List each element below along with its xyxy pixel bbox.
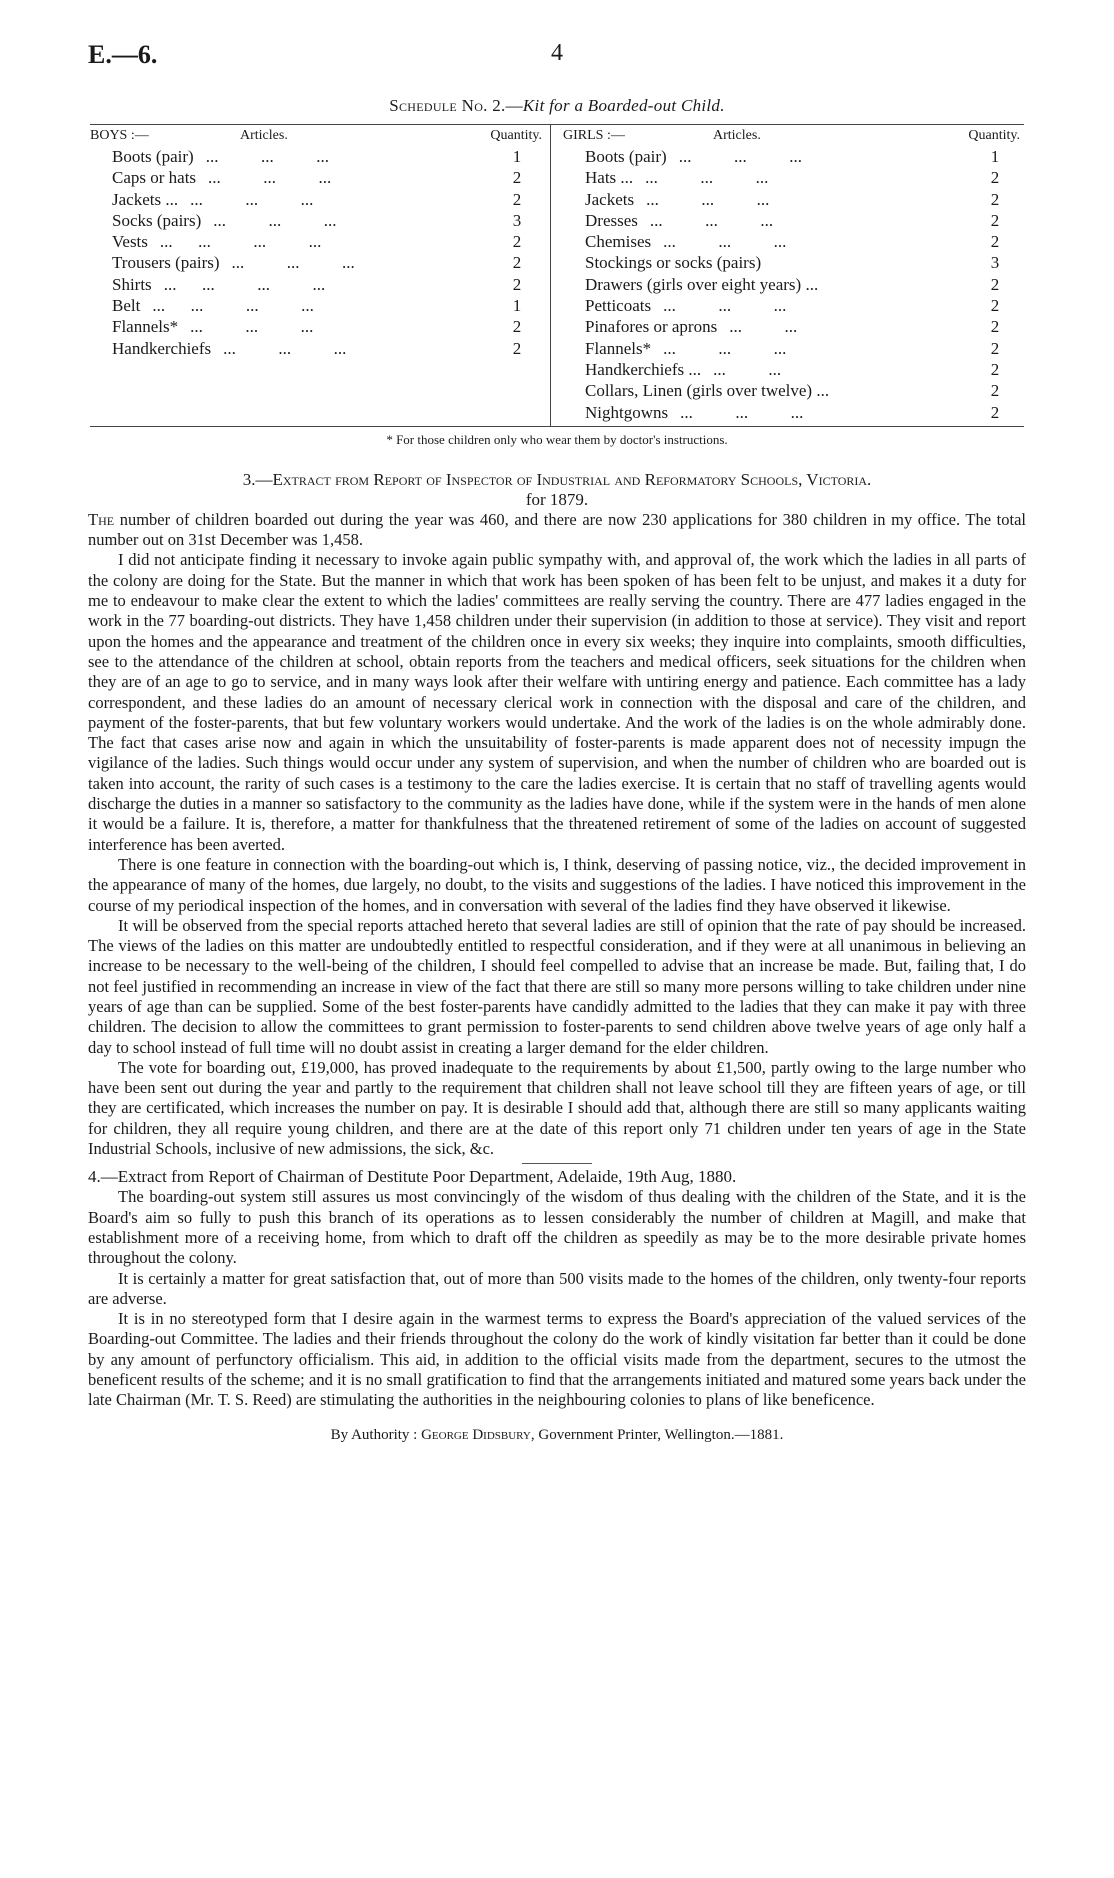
kit-item-leader: ... ... ... ... <box>159 232 322 252</box>
girls-column <box>551 125 1024 426</box>
kit-item-name <box>90 252 492 273</box>
kit-item-row <box>563 146 1020 167</box>
section3-body <box>88 510 1026 1160</box>
paragraph-text: number of children boarded out during the year was 460, and there are now 230 applications for 380 children in my office. The total number out on 31st December was 1,458. <box>88 509 1026 550</box>
kit-item-name <box>90 210 492 231</box>
paragraph: It will be observed from the special reports attached hereto that several ladies are still of opinion that the rate of pay should be increased. The views of the ladies on this matter are undoubtedly entitled to respectful consideration, and if they were at all unanimous in believing an increase to be necessary to the well-being of the children, I should feel compelled to advise that an increase be made. But, failing that, I do not feel justified in recommending an increase in view of the fact that there are still so many more persons willing to take children under nine years of age than can be supplied. Some of the best foster-parents have candidly admitted to the ladies that they can make it pay with three children. The decision to allow the committees to grant permission to foster-parents to send children above twelve years of age only half a day to school instead of full time will no doubt assist in creating a larger demand for the elder children. <box>88 915 1026 1057</box>
kit-item-row <box>90 167 542 188</box>
kit-item-row <box>563 252 1020 273</box>
paragraph: The boarding-out system still assures us most convincingly of the wisdom of thus dealing with the children of the State, and it is the Board's aim so fully to push this branch of its operations as to lessen considerably the number of children at Magill, and make that establishment more of a receiving home, from which to draft off the children as speedily as may be to the more desirable private homes throughout the colony. <box>88 1187 1026 1268</box>
section4-body <box>88 1187 1026 1410</box>
kit-item-leader: ... ... ... <box>213 210 337 230</box>
section3-title <box>88 470 1026 510</box>
kit-item-quantity: 2 <box>990 381 1000 401</box>
kit-item-quantity: 2 <box>990 168 1000 188</box>
kit-item-quantity: 2 <box>990 189 1000 209</box>
kit-item-label: Flannels* <box>112 317 179 337</box>
paragraph-lead-word: The <box>88 509 115 529</box>
kit-item-label: Chemises <box>585 232 652 252</box>
page-number: 4 <box>551 40 563 66</box>
kit-item-quantity: 3 <box>512 210 522 230</box>
kit-item-leader: ... ... ... <box>678 147 802 166</box>
kit-item-quantity: 2 <box>990 210 1000 230</box>
section3-title-line1: 3.—Extract from Report of Inspector of Industrial and Reformatory Schools, Victoria. <box>242 469 872 489</box>
kit-item-name <box>563 402 970 423</box>
kit-item-quantity: 2 <box>990 338 1000 358</box>
kit-item-name <box>563 359 970 380</box>
kit-item-leader: ... ... ... <box>205 147 329 166</box>
kit-item-leader: ... ... ... <box>190 189 314 209</box>
kit-item-label: Petticoats <box>585 296 652 316</box>
kit-item-label: Vests <box>112 232 148 252</box>
kit-item-name <box>90 231 492 252</box>
kit-item-row <box>563 295 1020 316</box>
paragraph: It is in no stereotyped form that I desire again in the warmest terms to express the Board's appreciation of the valued services of the Boarding-out Committee. The ladies and their friends throughout the colony do the work of kindly visitation far better than it could be done by any amount of perfunctory officialism. This aid, in addition to the official visits made from the department, secures to the utmost the beneficent results of the scheme; and it is no small gratification to find that the arrangements initiated and matured some years back under the late Chairman (Mr. T. S. Reed) are stimulating the authorities in the neighbouring colonies to plans of like beneficence. <box>88 1309 1026 1410</box>
boys-column <box>90 125 551 426</box>
girls-quantity-label: Quantity. <box>968 128 1020 143</box>
kit-item-name <box>563 252 970 273</box>
kit-item-label: Jackets ... <box>112 189 179 209</box>
kit-item-leader: ... ... ... <box>190 317 314 337</box>
boys-quantity-label: Quantity. <box>490 128 542 143</box>
kit-item-row <box>563 338 1020 359</box>
kit-item-row <box>90 252 542 273</box>
kit-item-row <box>90 231 542 252</box>
kit-item-label: Handkerchiefs <box>112 338 212 358</box>
kit-item-name <box>90 167 492 188</box>
kit-item-label: Nightgowns <box>585 402 669 422</box>
kit-item-row <box>90 316 542 337</box>
kit-item-name <box>563 146 970 167</box>
kit-item-row <box>90 146 542 167</box>
kit-item-label: Drawers (girls over eight years) ... <box>585 274 819 294</box>
kit-item-name <box>563 295 970 316</box>
kit-item-leader: ... ... ... <box>663 296 787 316</box>
kit-item-name <box>563 231 970 252</box>
kit-item-leader: ... ... ... <box>663 338 787 358</box>
kit-item-row <box>563 316 1020 337</box>
kit-item-row <box>90 189 542 210</box>
kit-item-name <box>563 189 970 210</box>
kit-item-label: Shirts <box>112 274 152 294</box>
kit-item-quantity: 2 <box>512 253 522 273</box>
paragraph: The vote for boarding out, £19,000, has proved inadequate to the requirements by about £1,500, partly owing to the large number who have been sent out during the year and partly to the requirement that children shall not leave school till they are fifteen years of age, or till they are certificated, which increases the number on pay. It is desirable I should add that, although there are still so many applicants waiting for children, they all require young children, and there are at the date of this report only 71 children under ten years of age in the State Industrial Schools, inclusive of new admissions, the sick, &c. <box>88 1057 1026 1159</box>
kit-item-row <box>563 210 1020 231</box>
section-divider <box>522 1163 592 1164</box>
kit-item-quantity: 2 <box>512 232 522 252</box>
kit-item-quantity: 2 <box>990 274 1000 294</box>
boys-group-label: BOYS :— <box>90 128 149 143</box>
kit-item-name <box>563 167 970 188</box>
kit-item-leader: ... ... ... <box>645 168 769 188</box>
kit-item-quantity: 2 <box>990 232 1000 252</box>
kit-item-leader: ... ... <box>729 317 798 337</box>
girls-group-label: GIRLS :— <box>563 128 625 143</box>
kit-item-quantity: 2 <box>512 274 522 294</box>
page-header <box>88 40 1026 82</box>
kit-item-label: Collars, Linen (girls over twelve) ... <box>585 381 830 401</box>
kit-item-leader: ... ... ... <box>680 402 804 422</box>
kit-item-quantity: 2 <box>990 359 1000 379</box>
kit-item-quantity: 2 <box>512 168 522 188</box>
kit-item-quantity: 1 <box>990 147 1000 166</box>
kit-item-label: Flannels* <box>585 338 652 358</box>
kit-item-quantity: 2 <box>512 338 522 358</box>
girls-items <box>563 146 1020 423</box>
kit-item-leader: ... ... ... <box>649 210 774 230</box>
paragraph <box>88 510 1026 551</box>
kit-item-label: Dresses <box>585 210 638 230</box>
section3-title-line2: for 1879. <box>525 489 589 509</box>
kit-item-row <box>563 274 1020 295</box>
kit-item-leader: ... ... ... <box>646 189 770 209</box>
kit-item-label: Caps or hats <box>112 168 197 188</box>
kit-item-label: Jackets <box>585 189 635 209</box>
kit-item-label: Trousers (pairs) <box>112 253 220 273</box>
boys-items <box>90 146 542 359</box>
kit-item-name <box>563 316 970 337</box>
paragraph: I did not anticipate finding it necessary to invoke again public sympathy with, and approval of, the work which the ladies in all parts of the colony are doing for the State. But the manner in which that work has been spoken of has been felt to be unjust, and makes it a duty for me to endeavour to make clear the extent to which the ladies' committees are really serving the country. There are 477 ladies engaged in the work in the 77 boarding-out districts. They have 1,458 children under their supervision (in addition to those at service). They visit and report upon the homes and the appearance and treatment of the children once in every six weeks; they inquire into complaints, smooth difficulties, see to the attendance of the children at school, obtain reports from the teachers and medical officers, seek situations for the children when they are of an age to go to service, and in many ways look after their welfare with untiring energy and patience. Each committee has a lady correspondent, and these ladies do an amount of necessary clerical work in connection with the disposal and care of the children, and payment of the foster-parents, that but few voluntary workers would undertake. And the work of the ladies is on the whole admirably done. The fact that cases arise now and again in which the unsuitability of foster-parents is made apparent does not of necessity impugn the vigilance of the ladies. Such things would occur under any system of supervision, and when the number of children who are boarded out is taken into account, the rarity of such cases is a testimony to the care the ladies exercise. It is certain that no staff of travelling agents would discharge the duties in a manner so satisfactory to the community as the ladies have done, while if the system were in the hands of men alone it would be a failure. It is, therefore, a matter for thankfulness that the threatened retirement of some of the ladies on account of suggested interference has been averted. <box>88 550 1026 854</box>
section4-title: 4.—Extract from Report of Chairman of Destitute Poor Department, Adelaide, 19th Aug, 1880. <box>88 1167 737 1187</box>
kit-item-name <box>90 316 492 337</box>
kit-item-name <box>563 210 970 231</box>
kit-item-row <box>90 274 542 295</box>
kit-item-quantity: 2 <box>512 189 522 209</box>
kit-item-name <box>90 338 492 359</box>
kit-item-label: Socks (pairs) <box>112 210 202 230</box>
kit-item-row <box>563 402 1020 423</box>
kit-item-quantity: 2 <box>990 317 1000 337</box>
kit-item-row <box>90 338 542 359</box>
kit-item-name <box>90 146 492 167</box>
kit-item-name <box>563 274 970 295</box>
schedule-footnote: * For those children only who wear them by doctor's instructions. <box>386 431 728 447</box>
kit-item-name <box>563 380 970 401</box>
kit-item-row <box>90 210 542 231</box>
kit-item-quantity: 2 <box>990 296 1000 316</box>
kit-item-label: Handkerchiefs ... <box>585 359 702 379</box>
kit-item-name <box>90 189 492 210</box>
schedule-title-prefix: Schedule No. 2.— <box>389 96 523 115</box>
boys-header <box>90 127 542 146</box>
kit-item-quantity: 2 <box>990 402 1000 422</box>
kit-item-row <box>563 359 1020 380</box>
kit-item-leader: ... ... <box>713 359 782 379</box>
kit-item-leader: ... ... ... <box>663 232 787 252</box>
imprint-suffix: Government Printer, Wellington.—1881. <box>538 1426 784 1443</box>
kit-item-leader <box>829 381 841 400</box>
kit-item-row <box>90 295 542 316</box>
kit-item-quantity: 1 <box>512 296 522 316</box>
kit-item-quantity: 3 <box>990 253 1000 273</box>
kit-item-label: Stockings or socks (pairs) <box>585 253 762 273</box>
kit-item-name <box>563 338 970 359</box>
kit-item-label: Belt <box>112 296 141 316</box>
kit-item-quantity: 1 <box>512 147 522 166</box>
kit-item-row <box>563 380 1020 401</box>
kit-item-leader <box>761 253 773 272</box>
kit-item-row <box>563 189 1020 210</box>
kit-item-label: Hats ... <box>585 168 634 188</box>
kit-item-label: Boots (pair) <box>585 147 667 166</box>
paragraph: There is one feature in connection with the boarding-out which is, I think, deserving of passing notice, viz., the decided improvement in the appearance of many of the homes, due largely, no doubt, to the visits and suggestions of the ladies. I have noticed this improvement in the course of my periodical inspection of the homes, and in conversation with several of the ladies find they have observed it likewise. <box>88 854 1026 915</box>
kit-item-leader: ... ... ... ... <box>163 274 326 294</box>
kit-item-label: Boots (pair) <box>112 147 194 166</box>
kit-item-row <box>563 167 1020 188</box>
page-reference: E.—6. <box>88 40 158 69</box>
kit-item-leader: ... ... ... <box>223 338 347 358</box>
imprint-printer: George Didsbury, <box>421 1426 535 1443</box>
paragraph: It is certainly a matter for great satisfaction that, out of more than 500 visits made to the homes of the children, only twenty-four reports are adverse. <box>88 1268 1026 1308</box>
girls-articles-label: Articles. <box>713 128 761 143</box>
kit-item-leader: ... ... ... <box>208 168 332 188</box>
kit-item-quantity: 2 <box>512 317 522 337</box>
imprint <box>88 1427 1026 1444</box>
kit-item-leader <box>818 275 830 294</box>
kit-table <box>90 124 1024 427</box>
kit-item-leader: ... ... ... ... <box>152 296 314 316</box>
kit-item-row <box>563 231 1020 252</box>
kit-item-leader: ... ... ... <box>231 253 355 273</box>
boys-articles-label: Articles. <box>240 128 288 143</box>
girls-header <box>563 127 1020 146</box>
imprint-prefix: By Authority : <box>330 1426 418 1443</box>
schedule-title-italic: Kit for a Boarded-out Child. <box>522 96 725 115</box>
kit-item-name <box>90 295 492 316</box>
kit-item-name <box>90 274 492 295</box>
kit-item-label: Pinafores or aprons <box>585 317 718 337</box>
schedule-title <box>88 96 1026 116</box>
